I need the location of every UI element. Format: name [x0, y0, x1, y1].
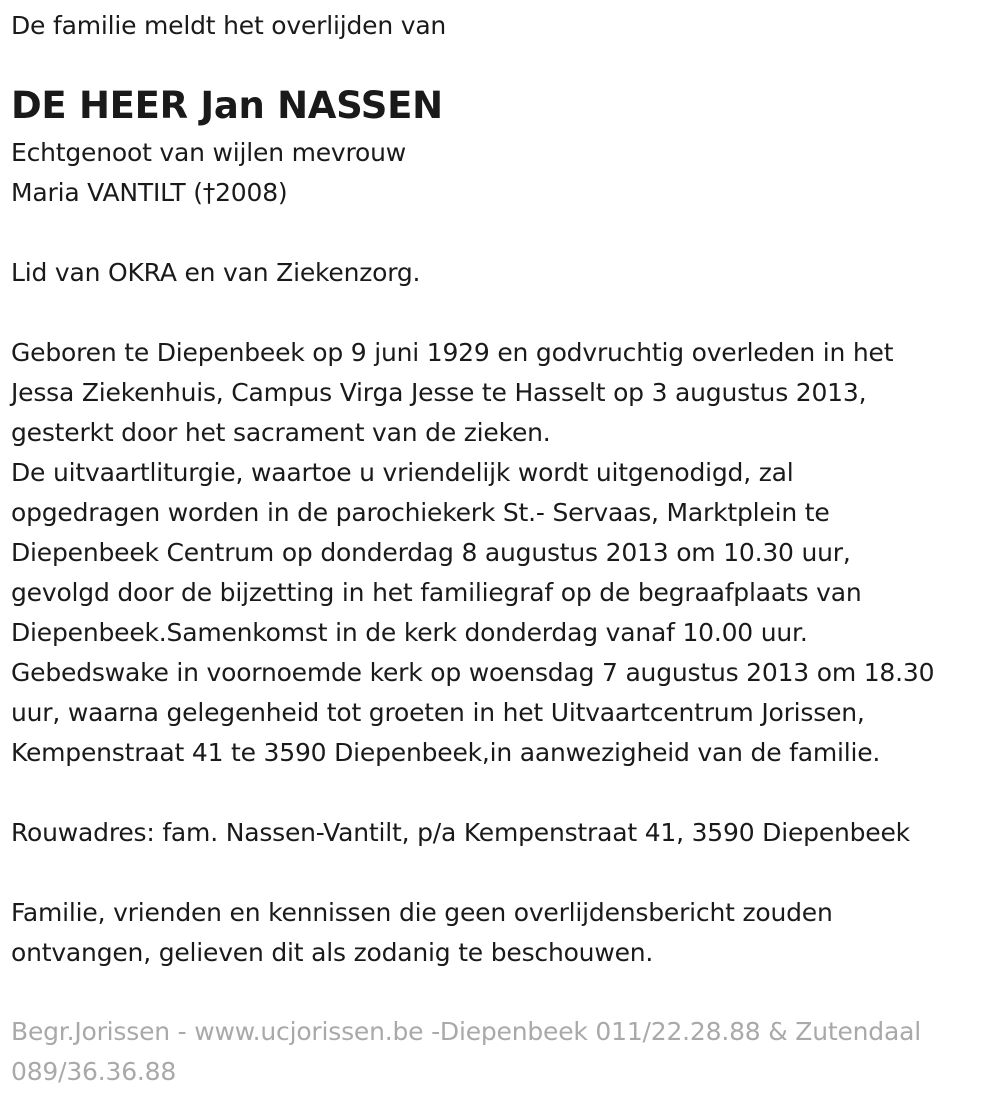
mourning-address: Rouwadres: fam. Nassen-Vantilt, p/a Kempenstraat 41, 3590 Diepenbeek	[11, 818, 910, 847]
intro-text: De familie meldt het overlijden van	[11, 11, 447, 40]
deceased-name: DE HEER Jan NASSEN	[11, 84, 443, 127]
membership-section	[11, 253, 420, 293]
paragraph-line: gesterkt door het sacrament van de zieken.	[11, 418, 551, 447]
paragraph-line: Jessa Ziekenhuis, Campus Virga Jesse te Hasselt op 3 augustus 2013,	[11, 378, 867, 407]
spouse-section	[11, 133, 406, 213]
closing-section	[11, 893, 833, 973]
paragraph-line: De uitvaartliturgie, waartoe u vriendelijk wordt uitgenodigd, zal	[11, 458, 794, 487]
membership-text: Lid van OKRA en van Ziekenzorg.	[11, 258, 421, 287]
main-paragraph	[11, 333, 934, 773]
mourning-address-section	[11, 813, 910, 853]
spouse-line: Maria VANTILT (†2008)	[11, 178, 288, 207]
paragraph-line: uur, waarna gelegenheid tot groeten in het Uitvaartcentrum Jorissen,	[11, 698, 865, 727]
closing-line: Familie, vrienden en kennissen die geen overlijdensbericht zouden	[11, 898, 833, 927]
paragraph-line: Diepenbeek.Samenkomst in de kerk donderdag vanaf 10.00 uur.	[11, 618, 808, 647]
paragraph-line: opgedragen worden in de parochiekerk St.- Servaas, Marktplein te	[11, 498, 830, 527]
paragraph-line: Kempenstraat 41 te 3590 Diepenbeek,in aanwezigheid van de familie.	[11, 738, 881, 767]
paragraph-line: Diepenbeek Centrum op donderdag 8 augustus 2013 om 10.30 uur,	[11, 538, 851, 567]
spouse-line: Echtgenoot van wijlen mevrouw	[11, 138, 407, 167]
paragraph-line: Gebedswake in voornoemde kerk op woensdag 7 augustus 2013 om 18.30	[11, 658, 935, 687]
paragraph-line: Geboren te Diepenbeek op 9 juni 1929 en godvruchtig overleden in het	[11, 338, 894, 367]
closing-line: ontvangen, gelieven dit als zodanig te beschouwen.	[11, 938, 654, 967]
footer-line: 089/36.36.88	[11, 1057, 177, 1086]
funeral-home-footer	[11, 1012, 921, 1092]
paragraph-line: gevolgd door de bijzetting in het familiegraf op de begraafplaats van	[11, 578, 862, 607]
footer-line: Begr.Jorissen - www.ucjorissen.be -Diepenbeek 011/22.28.88 & Zutendaal	[11, 1017, 921, 1046]
